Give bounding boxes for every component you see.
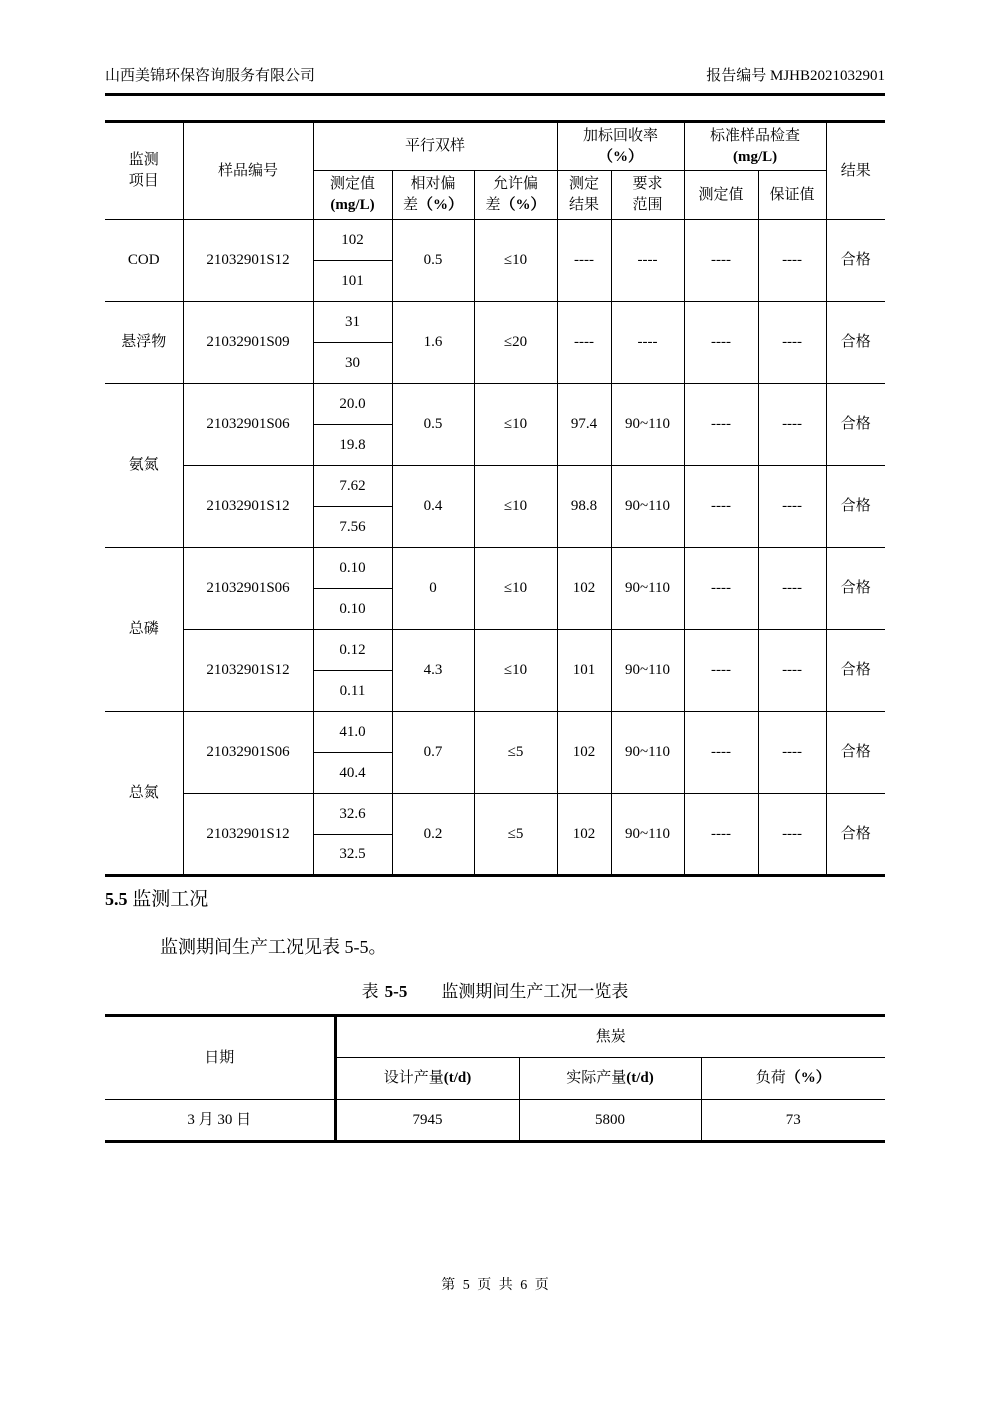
prod-design-value: 7945 <box>335 1100 519 1142</box>
qa-header-rec-measured: 测定 结果 <box>557 171 611 220</box>
measured-value-2: 0.10 <box>313 589 392 630</box>
recovery-result: 101 <box>557 630 611 712</box>
relative-deviation: 0.5 <box>392 384 474 466</box>
caption-title: 监测期间生产工况一览表 <box>441 982 629 1001</box>
prod-data-row <box>105 1100 885 1142</box>
std-certified: ---- <box>758 630 826 712</box>
allowed-deviation: ≤5 <box>474 712 557 794</box>
sample-id: 21032901S06 <box>183 384 313 466</box>
table-row <box>105 466 885 507</box>
measured-value-1: 102 <box>313 220 392 261</box>
qa-item-cod: COD <box>105 220 183 302</box>
sample-id: 21032901S12 <box>183 630 313 712</box>
result-cell: 合格 <box>826 794 885 876</box>
std-certified: ---- <box>758 712 826 794</box>
allowed-deviation: ≤10 <box>474 548 557 630</box>
std-certified: ---- <box>758 220 826 302</box>
measured-value-2: 7.56 <box>313 507 392 548</box>
qa-header-measured: 测定值 (mg/L) <box>313 171 392 220</box>
std-certified: ---- <box>758 384 826 466</box>
qa-header-parallel: 平行双样 <box>313 122 557 171</box>
recovery-result: 98.8 <box>557 466 611 548</box>
recovery-result: 102 <box>557 548 611 630</box>
std-certified: ---- <box>758 466 826 548</box>
qa-header-std-certified: 保证值 <box>758 171 826 220</box>
qa-header-standard: 标准样品检查 (mg/L) <box>684 122 826 171</box>
measured-value-2: 101 <box>313 261 392 302</box>
table-caption <box>105 977 885 1002</box>
measured-value-1: 0.10 <box>313 548 392 589</box>
sample-id: 21032901S12 <box>183 794 313 876</box>
recovery-result: ---- <box>557 302 611 384</box>
std-certified: ---- <box>758 794 826 876</box>
measured-value-2: 30 <box>313 343 392 384</box>
body-paragraph: 监测期间生产工况见表 5-5。 <box>160 937 387 957</box>
measured-value-1: 31 <box>313 302 392 343</box>
relative-deviation: 0.5 <box>392 220 474 302</box>
measured-value-1: 7.62 <box>313 466 392 507</box>
prod-load-value: 73 <box>701 1100 885 1142</box>
recovery-result: ---- <box>557 220 611 302</box>
std-measured: ---- <box>684 794 758 876</box>
recovery-result: 102 <box>557 712 611 794</box>
sample-id: 21032901S12 <box>183 466 313 548</box>
std-certified: ---- <box>758 548 826 630</box>
table-row <box>105 630 885 671</box>
result-cell: 合格 <box>826 548 885 630</box>
prod-header-load: 负荷（%） <box>701 1058 885 1100</box>
table-row <box>105 384 885 425</box>
qa-header-allow-dev: 允许偏 差（%） <box>474 171 557 220</box>
prod-header-design: 设计产量(t/d) <box>335 1058 519 1100</box>
prod-header-row-1 <box>105 1016 885 1058</box>
allowed-deviation: ≤5 <box>474 794 557 876</box>
relative-deviation: 0.7 <box>392 712 474 794</box>
qa-header-std-measured: 测定值 <box>684 171 758 220</box>
allowed-deviation: ≤10 <box>474 384 557 466</box>
qa-header-rec-range: 要求 范围 <box>611 171 684 220</box>
allowed-deviation: ≤20 <box>474 302 557 384</box>
std-certified: ---- <box>758 302 826 384</box>
recovery-range: ---- <box>611 220 684 302</box>
section-number: 5.5 <box>105 889 128 909</box>
qa-item-tn: 总氮 <box>105 712 183 876</box>
sample-id: 21032901S06 <box>183 712 313 794</box>
qa-header-result: 结果 <box>826 122 885 220</box>
qa-header-sample-id: 样品编号 <box>183 122 313 220</box>
result-cell: 合格 <box>826 466 885 548</box>
recovery-result: 97.4 <box>557 384 611 466</box>
company-name: 山西美锦环保咨询服务有限公司 <box>105 68 316 84</box>
prod-date: 3 月 30 日 <box>105 1100 335 1142</box>
measured-value-2: 19.8 <box>313 425 392 466</box>
std-measured: ---- <box>684 302 758 384</box>
result-cell: 合格 <box>826 302 885 384</box>
qa-header-rel-dev: 相对偏 差（%） <box>392 171 474 220</box>
measured-value-1: 20.0 <box>313 384 392 425</box>
recovery-result: 102 <box>557 794 611 876</box>
recovery-range: 90~110 <box>611 548 684 630</box>
caption-prefix: 表 <box>361 982 379 1001</box>
std-measured: ---- <box>684 548 758 630</box>
production-table <box>105 1014 885 1143</box>
measured-value-1: 32.6 <box>313 794 392 835</box>
allowed-deviation: ≤10 <box>474 220 557 302</box>
recovery-range: 90~110 <box>611 466 684 548</box>
sample-id: 21032901S12 <box>183 220 313 302</box>
qa-header-row-1 <box>105 122 885 171</box>
measured-value-1: 41.0 <box>313 712 392 753</box>
relative-deviation: 0.4 <box>392 466 474 548</box>
recovery-range: 90~110 <box>611 712 684 794</box>
recovery-range: 90~110 <box>611 630 684 712</box>
qa-header-item: 监测 项目 <box>105 122 183 220</box>
measured-value-2: 32.5 <box>313 835 392 876</box>
qa-item-ss: 悬浮物 <box>105 302 183 384</box>
relative-deviation: 4.3 <box>392 630 474 712</box>
std-measured: ---- <box>684 712 758 794</box>
prod-header-actual: 实际产量(t/d) <box>519 1058 701 1100</box>
prod-header-coke: 焦炭 <box>335 1016 885 1058</box>
section-title: 监测工况 <box>132 889 209 910</box>
report-number: 报告编号 MJHB2021032901 <box>706 68 885 84</box>
qa-item-nh3n: 氨氮 <box>105 384 183 548</box>
recovery-range: 90~110 <box>611 384 684 466</box>
qa-header-recovery: 加标回收率 （%） <box>557 122 684 171</box>
measured-value-2: 40.4 <box>313 753 392 794</box>
qa-item-tp: 总磷 <box>105 548 183 712</box>
sample-id: 21032901S09 <box>183 302 313 384</box>
document-header <box>105 64 885 85</box>
qa-results-table <box>105 120 885 877</box>
allowed-deviation: ≤10 <box>474 466 557 548</box>
page-footer: 第 5 页 共 6 页 <box>441 1278 551 1293</box>
recovery-range: ---- <box>611 302 684 384</box>
recovery-range: 90~110 <box>611 794 684 876</box>
result-cell: 合格 <box>826 712 885 794</box>
prod-actual-value: 5800 <box>519 1100 701 1142</box>
std-measured: ---- <box>684 466 758 548</box>
allowed-deviation: ≤10 <box>474 630 557 712</box>
table-row <box>105 302 885 343</box>
sample-id: 21032901S06 <box>183 548 313 630</box>
table-row <box>105 712 885 753</box>
result-cell: 合格 <box>826 384 885 466</box>
relative-deviation: 1.6 <box>392 302 474 384</box>
std-measured: ---- <box>684 220 758 302</box>
table-row <box>105 220 885 261</box>
header-rule <box>105 93 885 96</box>
measured-value-2: 0.11 <box>313 671 392 712</box>
measured-value-1: 0.12 <box>313 630 392 671</box>
table-row <box>105 794 885 835</box>
relative-deviation: 0 <box>392 548 474 630</box>
std-measured: ---- <box>684 630 758 712</box>
section-heading <box>105 884 208 911</box>
result-cell: 合格 <box>826 630 885 712</box>
relative-deviation: 0.2 <box>392 794 474 876</box>
result-cell: 合格 <box>826 220 885 302</box>
caption-number: 5-5 <box>384 982 408 1001</box>
prod-header-date: 日期 <box>105 1016 335 1100</box>
table-row <box>105 548 885 589</box>
std-measured: ---- <box>684 384 758 466</box>
